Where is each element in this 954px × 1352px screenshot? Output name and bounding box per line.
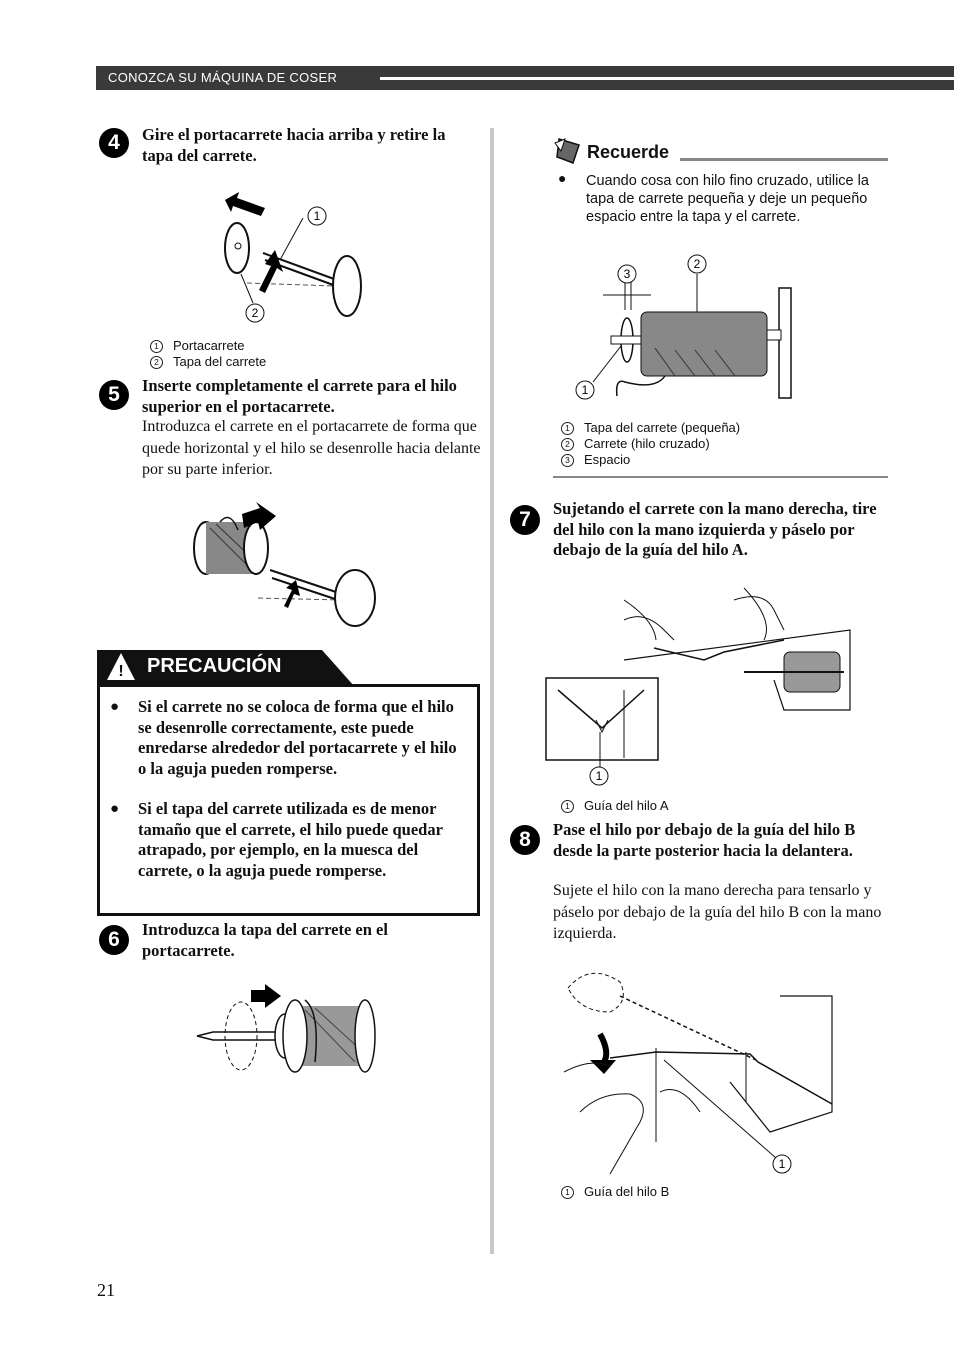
step-6-number: 6: [99, 925, 129, 955]
caution-item-2: Si el tapa del carrete utilizada es de menor tamaño que el carrete, el hilo puede quedar atrapado, por ejemplo, en la muesca del carrete, o la aguja puede romperse.: [138, 799, 443, 880]
step-5-number: 5: [99, 380, 129, 410]
step-5-detail: Introduzca el carrete en el portacarrete de forma que quede horizontal y el hilo se desenrolle hacia delante por su parte inferior.: [142, 418, 481, 478]
step-5-instruction: Inserte completamente el carrete para el hilo superior en el portacarrete.: [142, 376, 457, 416]
recuerde-title: Recuerde: [587, 142, 670, 162]
recuerde-icon: [553, 135, 583, 165]
step-7-caption-1: 1 Guía del hilo A: [561, 798, 669, 815]
recuerde-caption-3: 3 Espacio: [561, 452, 630, 469]
svg-text:3: 3: [623, 267, 631, 281]
recuerde-bullet: ●: [558, 172, 567, 187]
step-8-number: 8: [510, 825, 540, 855]
step-4-instruction: Gire el portacarrete hacia arriba y retire la tapa del carrete.: [142, 125, 446, 165]
section-title: CONOZCA SU MÁQUINA DE COSER: [108, 70, 338, 85]
caution-item-1: Si el carrete no se coloca de forma que el hilo se desenrolle correctamente, este puede enredarse alrededor del portacarrete y el hilo o la aguja pueden romperse.: [138, 697, 457, 778]
svg-text:1: 1: [595, 769, 603, 783]
caution-bullet-1: ●: [110, 699, 120, 715]
svg-text:1: 1: [581, 383, 589, 397]
spool-pin-illustration: [205, 188, 380, 323]
thread-guide-a-illustration: [544, 580, 854, 790]
caution-title: PRECAUCIÓN: [147, 655, 282, 677]
header-rule: [380, 77, 954, 80]
spool-insert-illustration: [190, 500, 390, 630]
step-4-caption-2: 2 Tapa del carrete: [150, 354, 266, 371]
caution-bullet-2: ●: [110, 801, 120, 817]
step-8-caption-1: 1 Guía del hilo B: [561, 1184, 669, 1201]
step-7-instruction: Sujetando el carrete con la mano derecha, tire del hilo con la mano izquierda y páselo por debajo de la guía del hilo A.: [553, 499, 877, 559]
column-divider: [490, 128, 494, 1254]
step-8-detail: Sujete el hilo con la mano derecha para tensarlo y páselo por debajo de la guía del hilo B con la mano izquierda.: [553, 882, 882, 942]
svg-text:1: 1: [778, 1157, 786, 1171]
page-number: 21: [97, 1280, 115, 1300]
step-8-instruction: Pase el hilo por debajo de la guía del hilo B desde la parte posterior hacia la delantera.: [553, 820, 856, 860]
step-7-number: 7: [510, 505, 540, 535]
recuerde-caption-1: 1 Tapa del carrete (pequeña): [561, 420, 740, 437]
step-4-number: 4: [99, 128, 129, 158]
svg-text:2: 2: [693, 257, 701, 271]
spool-cap-illustration: [195, 982, 380, 1077]
svg-text:1: 1: [313, 209, 321, 223]
recuerde-caption-2: 2 Carrete (hilo cruzado): [561, 436, 710, 453]
svg-text:!: !: [118, 663, 124, 680]
step-4-caption-1: 1 Portacarrete: [150, 338, 245, 355]
recuerde-bottom-rule: [553, 476, 888, 478]
svg-text:2: 2: [251, 306, 259, 320]
thread-guide-b-illustration: [560, 962, 840, 1182]
small-cap-illustration: [565, 250, 800, 405]
recuerde-title-rule: [680, 158, 888, 161]
step-6-instruction: Introduzca la tapa del carrete en el portacarrete.: [142, 920, 388, 960]
recuerde-text: Cuando cosa con hilo fino cruzado, utilice la tapa de carrete pequeña y deje un pequeño espacio entre la tapa y el carrete.: [586, 173, 869, 225]
